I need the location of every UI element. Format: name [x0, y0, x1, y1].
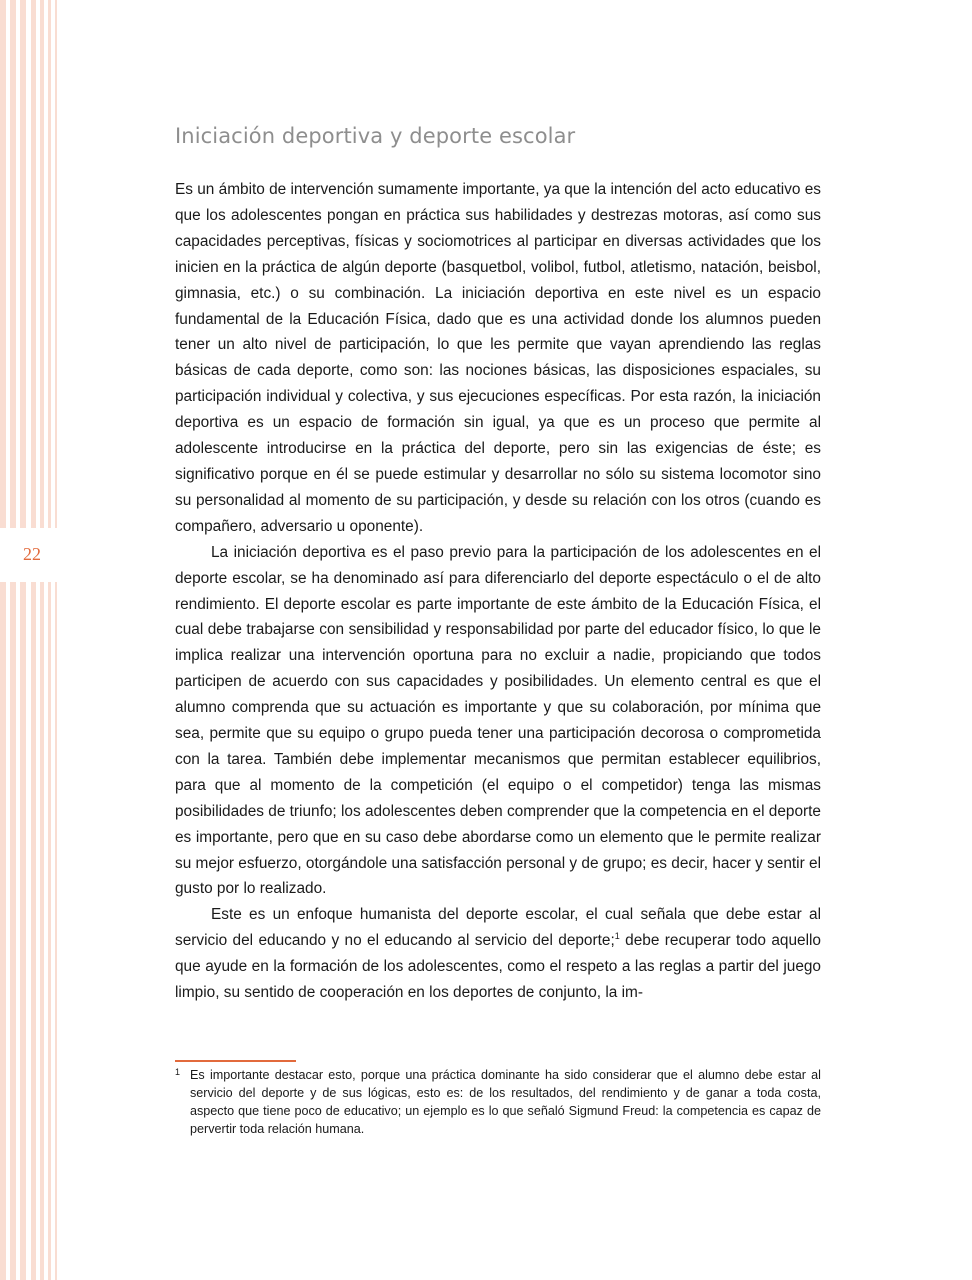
footnote-reference[interactable]: 1: [614, 931, 620, 942]
paragraph-text: debe recuperar todo aquello que ayude en la formación de los adolescentes, como el respeto a las reglas a partir del juego limpio, su sentido de cooperación en los deportes de conjunto, la im-: [175, 932, 821, 1002]
footnote: [175, 1066, 821, 1138]
footnote-text: Es importante destacar esto, porque una práctica dominante ha sido considerar que el alumno debe estar al servicio del deporte y de sus lógicas, esto es: de los resultados, del rendimiento y de ganar a toda costa, aspecto que tiene poco de educativo; un ejemplo es lo que señaló Sigmund Freud: la competencia es capaz de pervertir toda relación humana.: [190, 1068, 821, 1136]
body-text: [175, 177, 821, 1006]
section-title: Iniciación deportiva y deporte escolar: [175, 124, 576, 148]
margin-stripe: [0, 0, 6, 1280]
margin-stripe: [31, 0, 36, 1280]
margin-stripe: [10, 0, 16, 1280]
margin-stripe: [48, 0, 51, 1280]
margin-stripe: [20, 0, 26, 1280]
page-number: 22: [23, 544, 41, 564]
paragraph-text: Este es un enfoque humanista del deporte escolar, el cual señala que debe estar al servicio del educando y no el educando al servicio del deporte;: [175, 906, 821, 950]
paragraph: Es un ámbito de intervención sumamente importante, ya que la intención del acto educativo es que los adolescentes pongan en práctica sus habilidades y destrezas motoras, así como sus capacidades perceptivas, físicas y sociomotrices al participar en diversas actividades que los inicien en la práctica de algún deporte (basquetbol, volibol, futbol, atletismo, natación, beisbol, gimnasia, etc.) o su combinación. La iniciación deportiva en este nivel es un espacio fundamental de la Educación Física, dado que es una actividad donde los alumnos pueden tener un alto nivel de participación, lo que les permite que vayan aprendiendo las reglas básicas de cada deporte, como son: las nociones básicas, las disposiciones espaciales, su participación individual y colectiva, y sus ejecuciones específicas. Por esta razón, la iniciación deportiva es un espacio de formación sin igual, ya que es un proceso que permite al adolescente introducirse en la práctica del deporte, pero sin las exigencias de éste; es significativo porque en él se puede estimular y desarrollar no sólo su sistema locomotor sino su personalidad al momento de su participación, y desde su relación con los otros (cuando es compañero, adversario u oponente).: [175, 181, 821, 535]
margin-stripe: [55, 0, 57, 1280]
paragraph: [175, 902, 821, 1006]
footnote-marker: 1: [175, 1067, 181, 1077]
paragraph: La iniciación deportiva es el paso previo para la participación de los adolescentes en el deporte escolar, se ha denominado así para diferenciarlo del deporte espectáculo o el de alto rendimiento. El deporte escolar es parte importante de este ámbito de la Educación Física, el cual debe trabajarse con sensibilidad y responsabilidad por parte del educador físico, lo que le implica realizar una intervención oportuna para no excluir a nadie, propiciando que todos participen de acuerdo con sus capacidades y posibilidades. Un elemento central es que el alumno comprenda que su actuación es importante y que su colaboración, por mínima que sea, permite que su equipo o grupo pueda tener una participación decorosa o comprometida con la tarea. También debe implementar mecanismos que permitan establecer equilibrios, para que al momento de la competición (el equipo o el competidor) tenga las mismas posibilidades de triunfo; los adolescentes deben comprender que la competencia en el deporte es importante, pero que en su caso debe abordarse como un elemento que le permite realizar su mejor esfuerzo, otorgándole una satisfacción personal y de grupo; es decir, hacer y sentir el gusto por lo realizado.: [175, 543, 821, 898]
margin-stripe: [40, 0, 44, 1280]
footnote-divider: [175, 1060, 296, 1062]
margin-stripes-decoration: [0, 0, 62, 1280]
